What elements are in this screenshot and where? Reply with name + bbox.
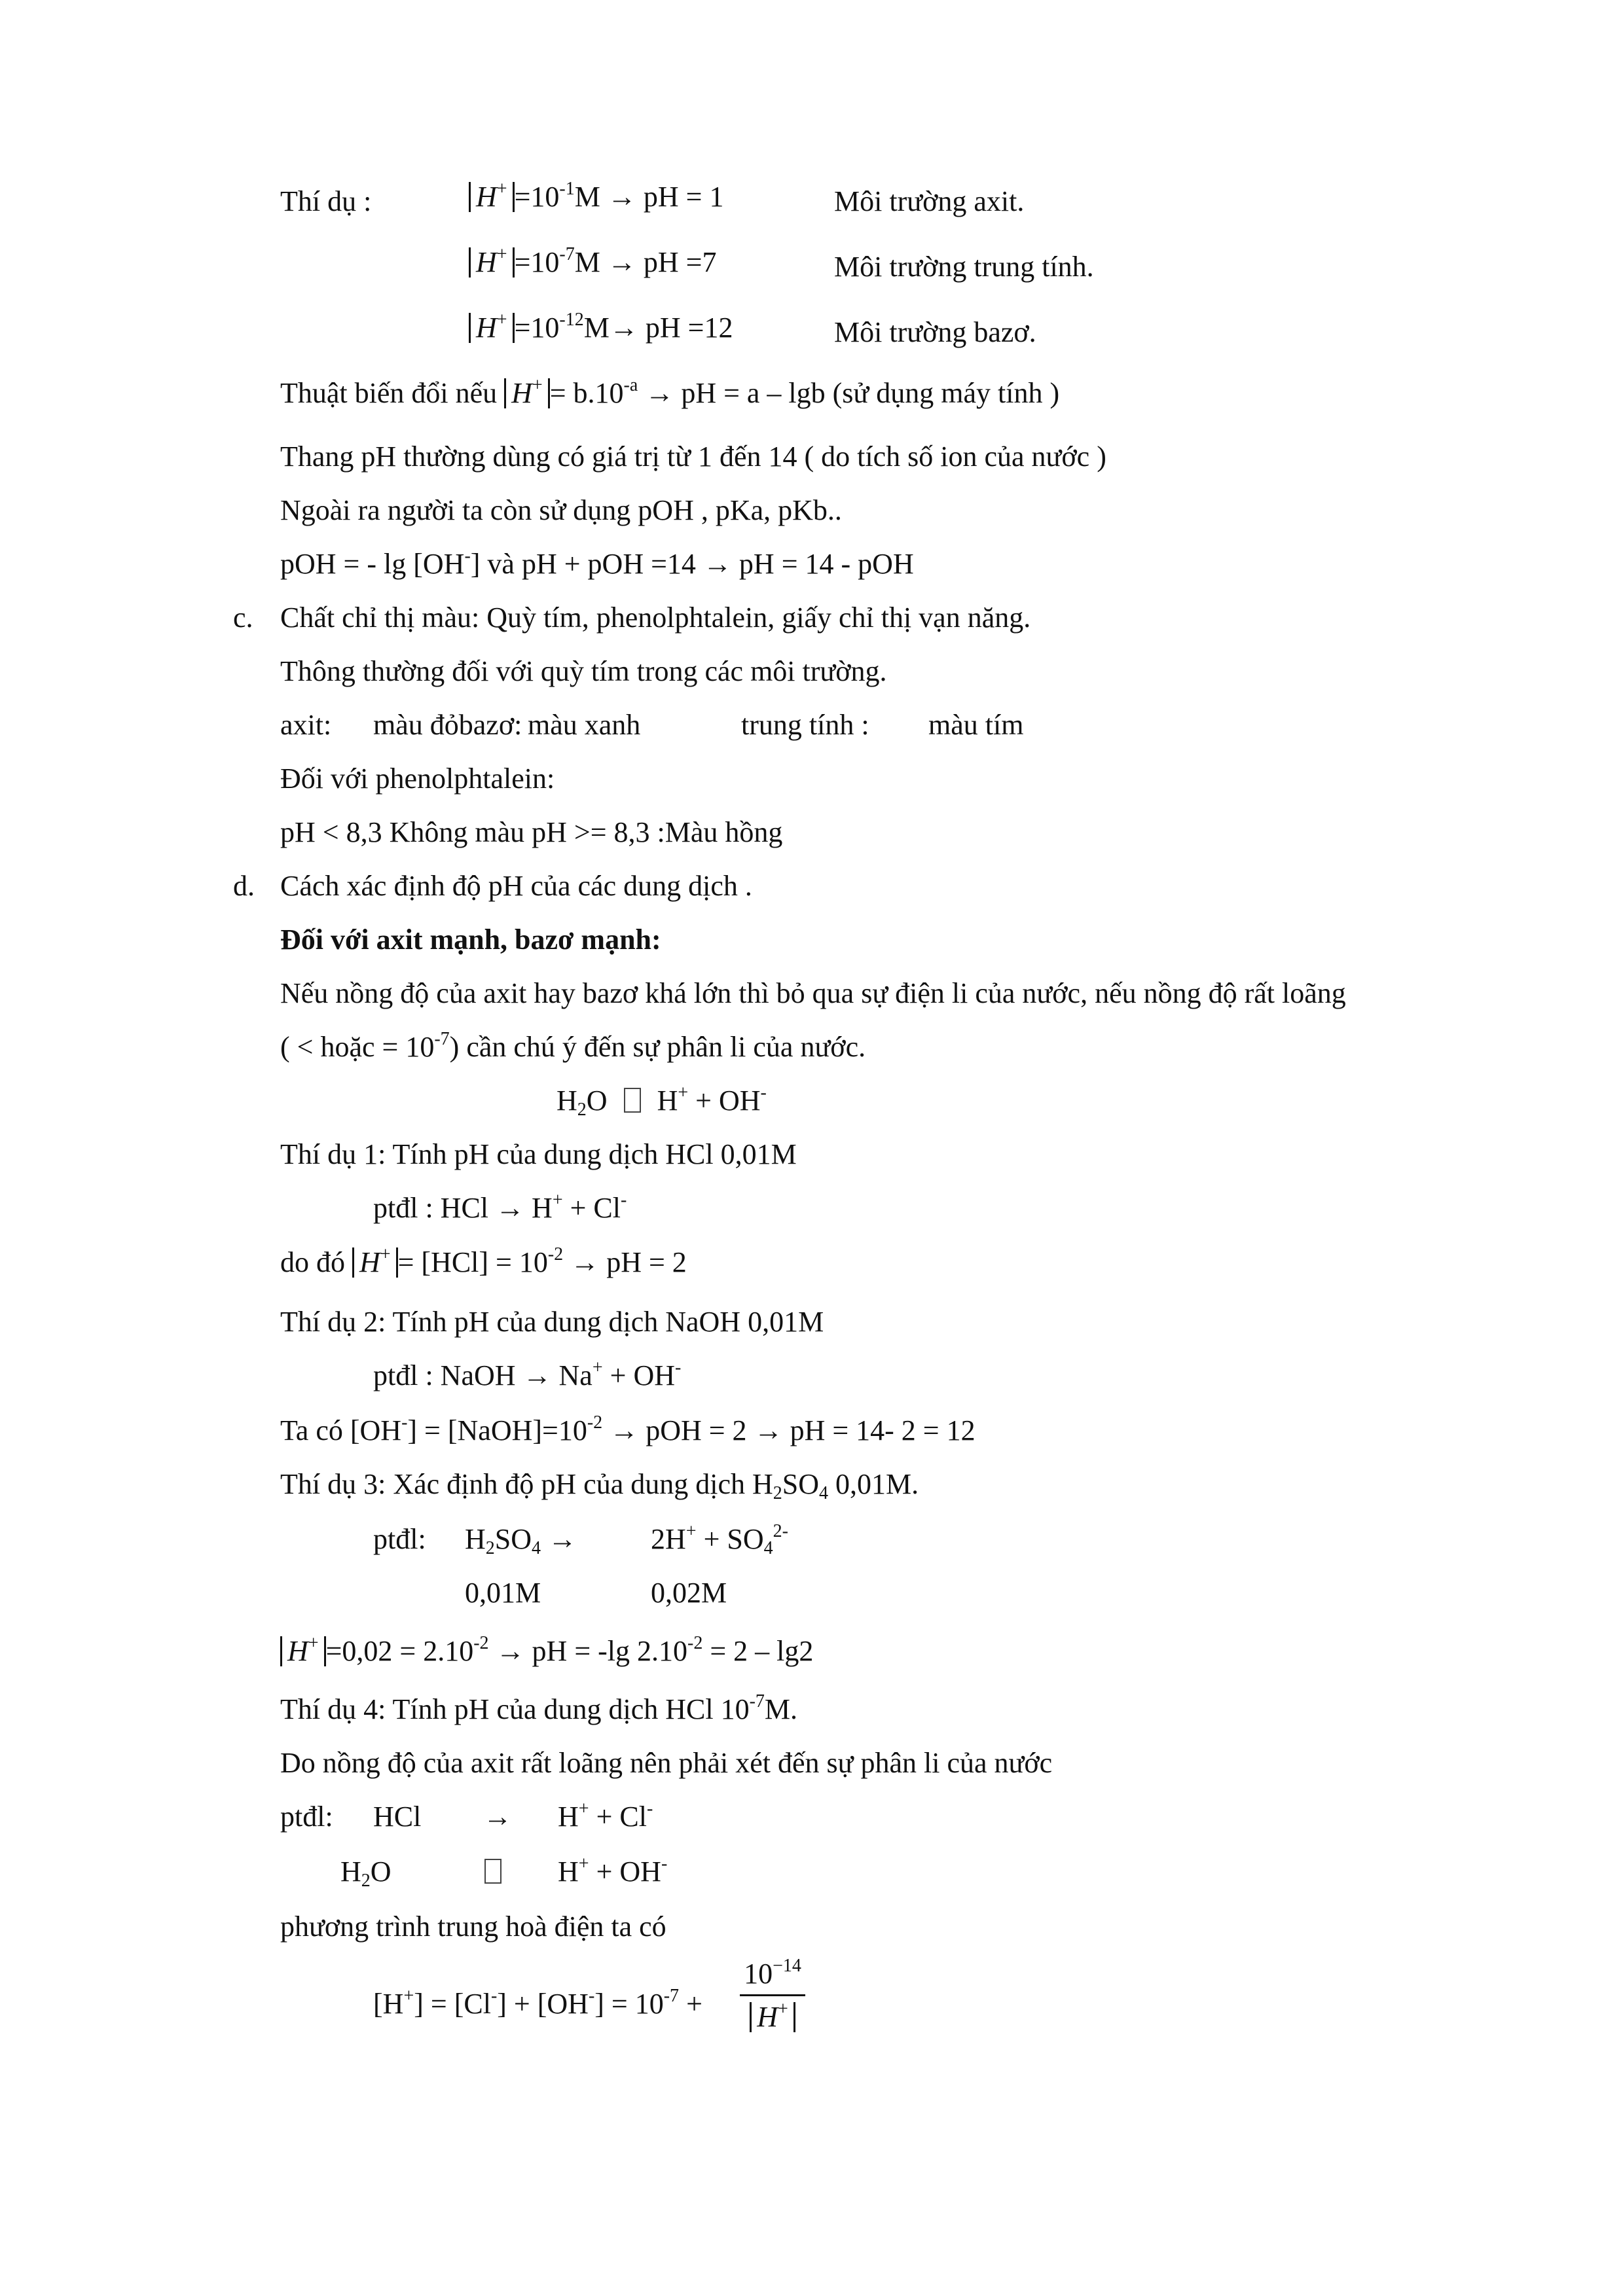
arrow-symbol: → [702, 548, 732, 580]
fraction-denominator: H+ [740, 2000, 805, 2034]
conversion-rule: Thuật biến đổi nếu $H^+ = b.10^{-a}$ → pH = a – lgb (sử dụng máy tính ) [280, 375, 1060, 409]
litmus-intro: Thông thường đối với quỳ tím trong các môi trường. [280, 655, 887, 687]
litmus-base-color: màu xanh [528, 709, 641, 741]
charge-balance-heading: phương trình trung hoà điện ta có [280, 1910, 666, 1943]
fraction-numerator: $10^{-14}$ [744, 1956, 801, 1990]
example-2-dissociation: ptđl : NaOH → Na+ + OH- [373, 1357, 682, 1391]
example-4-label: ptđl: [280, 1801, 333, 1833]
concentration-expression-2: $H^+ =10^{-7}M$ → pH =7 [469, 247, 716, 278]
arrow-symbol: → [609, 312, 638, 344]
section-d-heading: Cách xác định độ pH của các dung dịch . [280, 870, 752, 902]
arrow-symbol: → [754, 1414, 783, 1446]
arrow-symbol: → [548, 1523, 577, 1555]
ph-scale-note: Thang pH thường dùng có giá trị từ 1 đến 14 ( do tích số ion của nước ) [280, 440, 1106, 473]
example-3-products: $2H^+ + SO_4^{2-}$ [651, 1521, 788, 1558]
example-4-reactant: HCl [373, 1801, 422, 1833]
concentration-note: Nếu nồng độ của axit hay bazơ khá lớn thì bỏ qua sự điện li của nước, nếu nồng độ rất loãng [280, 977, 1346, 1009]
arrow-symbol: → [496, 1635, 525, 1667]
equilibrium-box-icon [624, 1088, 641, 1113]
arrow-symbol: → [522, 1359, 552, 1391]
arrow-symbol: → [607, 246, 636, 278]
litmus-neutral-color: màu tím [928, 709, 1024, 741]
example-1-result: do đó $H^+ = [HCl] = 10^{-2}$ → pH = 2 [280, 1244, 687, 1278]
example-2-result: Ta có $[OH^-] = [NaOH]=10^{-2}$ → pOH = 2 → pH = 14- 2 = 12 [280, 1412, 976, 1446]
arrow-symbol: → [645, 377, 674, 409]
example-3-product-conc: 0,02M [651, 1577, 727, 1609]
example-4-products: H+ + Cl- [558, 1799, 653, 1833]
litmus-acid-base: màu đỏbazơ: [373, 709, 522, 741]
litmus-neutral: trung tính : [741, 709, 869, 741]
h-ion-bracket: H+ [280, 1636, 326, 1666]
example-label: Thí dụ : [280, 185, 372, 217]
poh-formula: pOH = - lg [OH-] và pH + pOH =14 → pH = 14 - pOH [280, 546, 914, 580]
strong-acid-base-heading: Đối với axit mạnh, bazơ mạnh: [280, 924, 661, 956]
water-dissociation: $H_2O$ H+ + OH- [556, 1083, 767, 1120]
litmus-colors-line: axit: [280, 709, 332, 741]
fraction [740, 1957, 805, 2034]
h-ion-bracket: H+ [469, 247, 515, 278]
example-1-title: Thí dụ 1: Tính pH của dung dịch HCl 0,01M [280, 1138, 797, 1170]
example-3-result: $H^+ =0,02 = 2.10^{-2}$ → pH = -lg $2.10^{-2} = 2 - \lg 2$ [280, 1636, 813, 1666]
example-3-title: Thí dụ 3: Xác định độ pH của dung dịch $H_2SO_4$ 0,01M. [280, 1468, 919, 1503]
example-2-title: Thí dụ 2: Tính pH của dung dịch NaOH 0,01M [280, 1306, 824, 1338]
section-c-heading: Chất chỉ thị màu: Quỳ tím, phenolphtalein, giấy chỉ thị vạn năng. [280, 601, 1031, 634]
fraction-bar [740, 1994, 805, 1996]
example-3-label: ptđl: [373, 1523, 426, 1555]
example-4-title: Thí dụ 4: Tính pH của dung dịch HCl $10^{-7}M$. [280, 1691, 798, 1725]
environment-label-1: Môi trường axit. [834, 185, 1025, 217]
h-ion-bracket: H+ [504, 378, 550, 408]
example-line-1 [280, 187, 371, 216]
arrow-symbol: → [570, 1246, 600, 1278]
charge-balance-equation: $[H^+] = [Cl^-] + [OH^-] = 10^{-7}$ + [373, 1986, 702, 2020]
section-c-marker: c. [233, 601, 253, 634]
dilute-note: ( < hoặc = $10^{-7}$) cần chú ý đến sự phân li của nước. [280, 1029, 866, 1063]
h-ion-bracket: H+ [469, 182, 515, 212]
other-scales-note: Ngoài ra người ta còn sử dụng pOH , pKa, pKb.. [280, 494, 842, 526]
arrow-symbol: → [483, 1801, 512, 1833]
phenolphthalein-rule: pH < 8,3 Không màu pH >= 8,3 :Màu hồng [280, 816, 783, 848]
concentration-expression-3: $H^+ =10^{-12}M\to$ pH =12 [469, 313, 733, 343]
example-1-dissociation: ptđl : HCl → H+ + Cl- [373, 1190, 627, 1224]
environment-label-2: Môi trường trung tính. [834, 251, 1094, 283]
example-4-water-products: H+ + OH- [558, 1854, 668, 1888]
example-3-reactant-conc: 0,01M [465, 1577, 541, 1609]
arrow-symbol: → [610, 1414, 639, 1446]
equilibrium-box-icon [484, 1859, 501, 1889]
h-ion-bracket: H+ [352, 1247, 398, 1278]
arrow-symbol: → [496, 1192, 525, 1224]
example-4-note: Do nồng độ của axit rất loãng nên phải xét đến sự phân li của nước [280, 1747, 1053, 1779]
example-4-water: $H_2O$ [340, 1856, 392, 1891]
example-3-reactant: $H_2SO_4$ → [465, 1523, 577, 1558]
environment-label-3: Môi trường bazơ. [834, 316, 1036, 348]
h-ion-bracket: H+ [469, 313, 515, 343]
section-d-marker: d. [233, 870, 255, 902]
arrow-symbol: → [607, 181, 636, 213]
concentration-expression-1: $H^+ =10^{-1}M$ → pH = 1 [469, 182, 723, 212]
phenolphthalein-heading: Đối với phenolphtalein: [280, 762, 555, 795]
